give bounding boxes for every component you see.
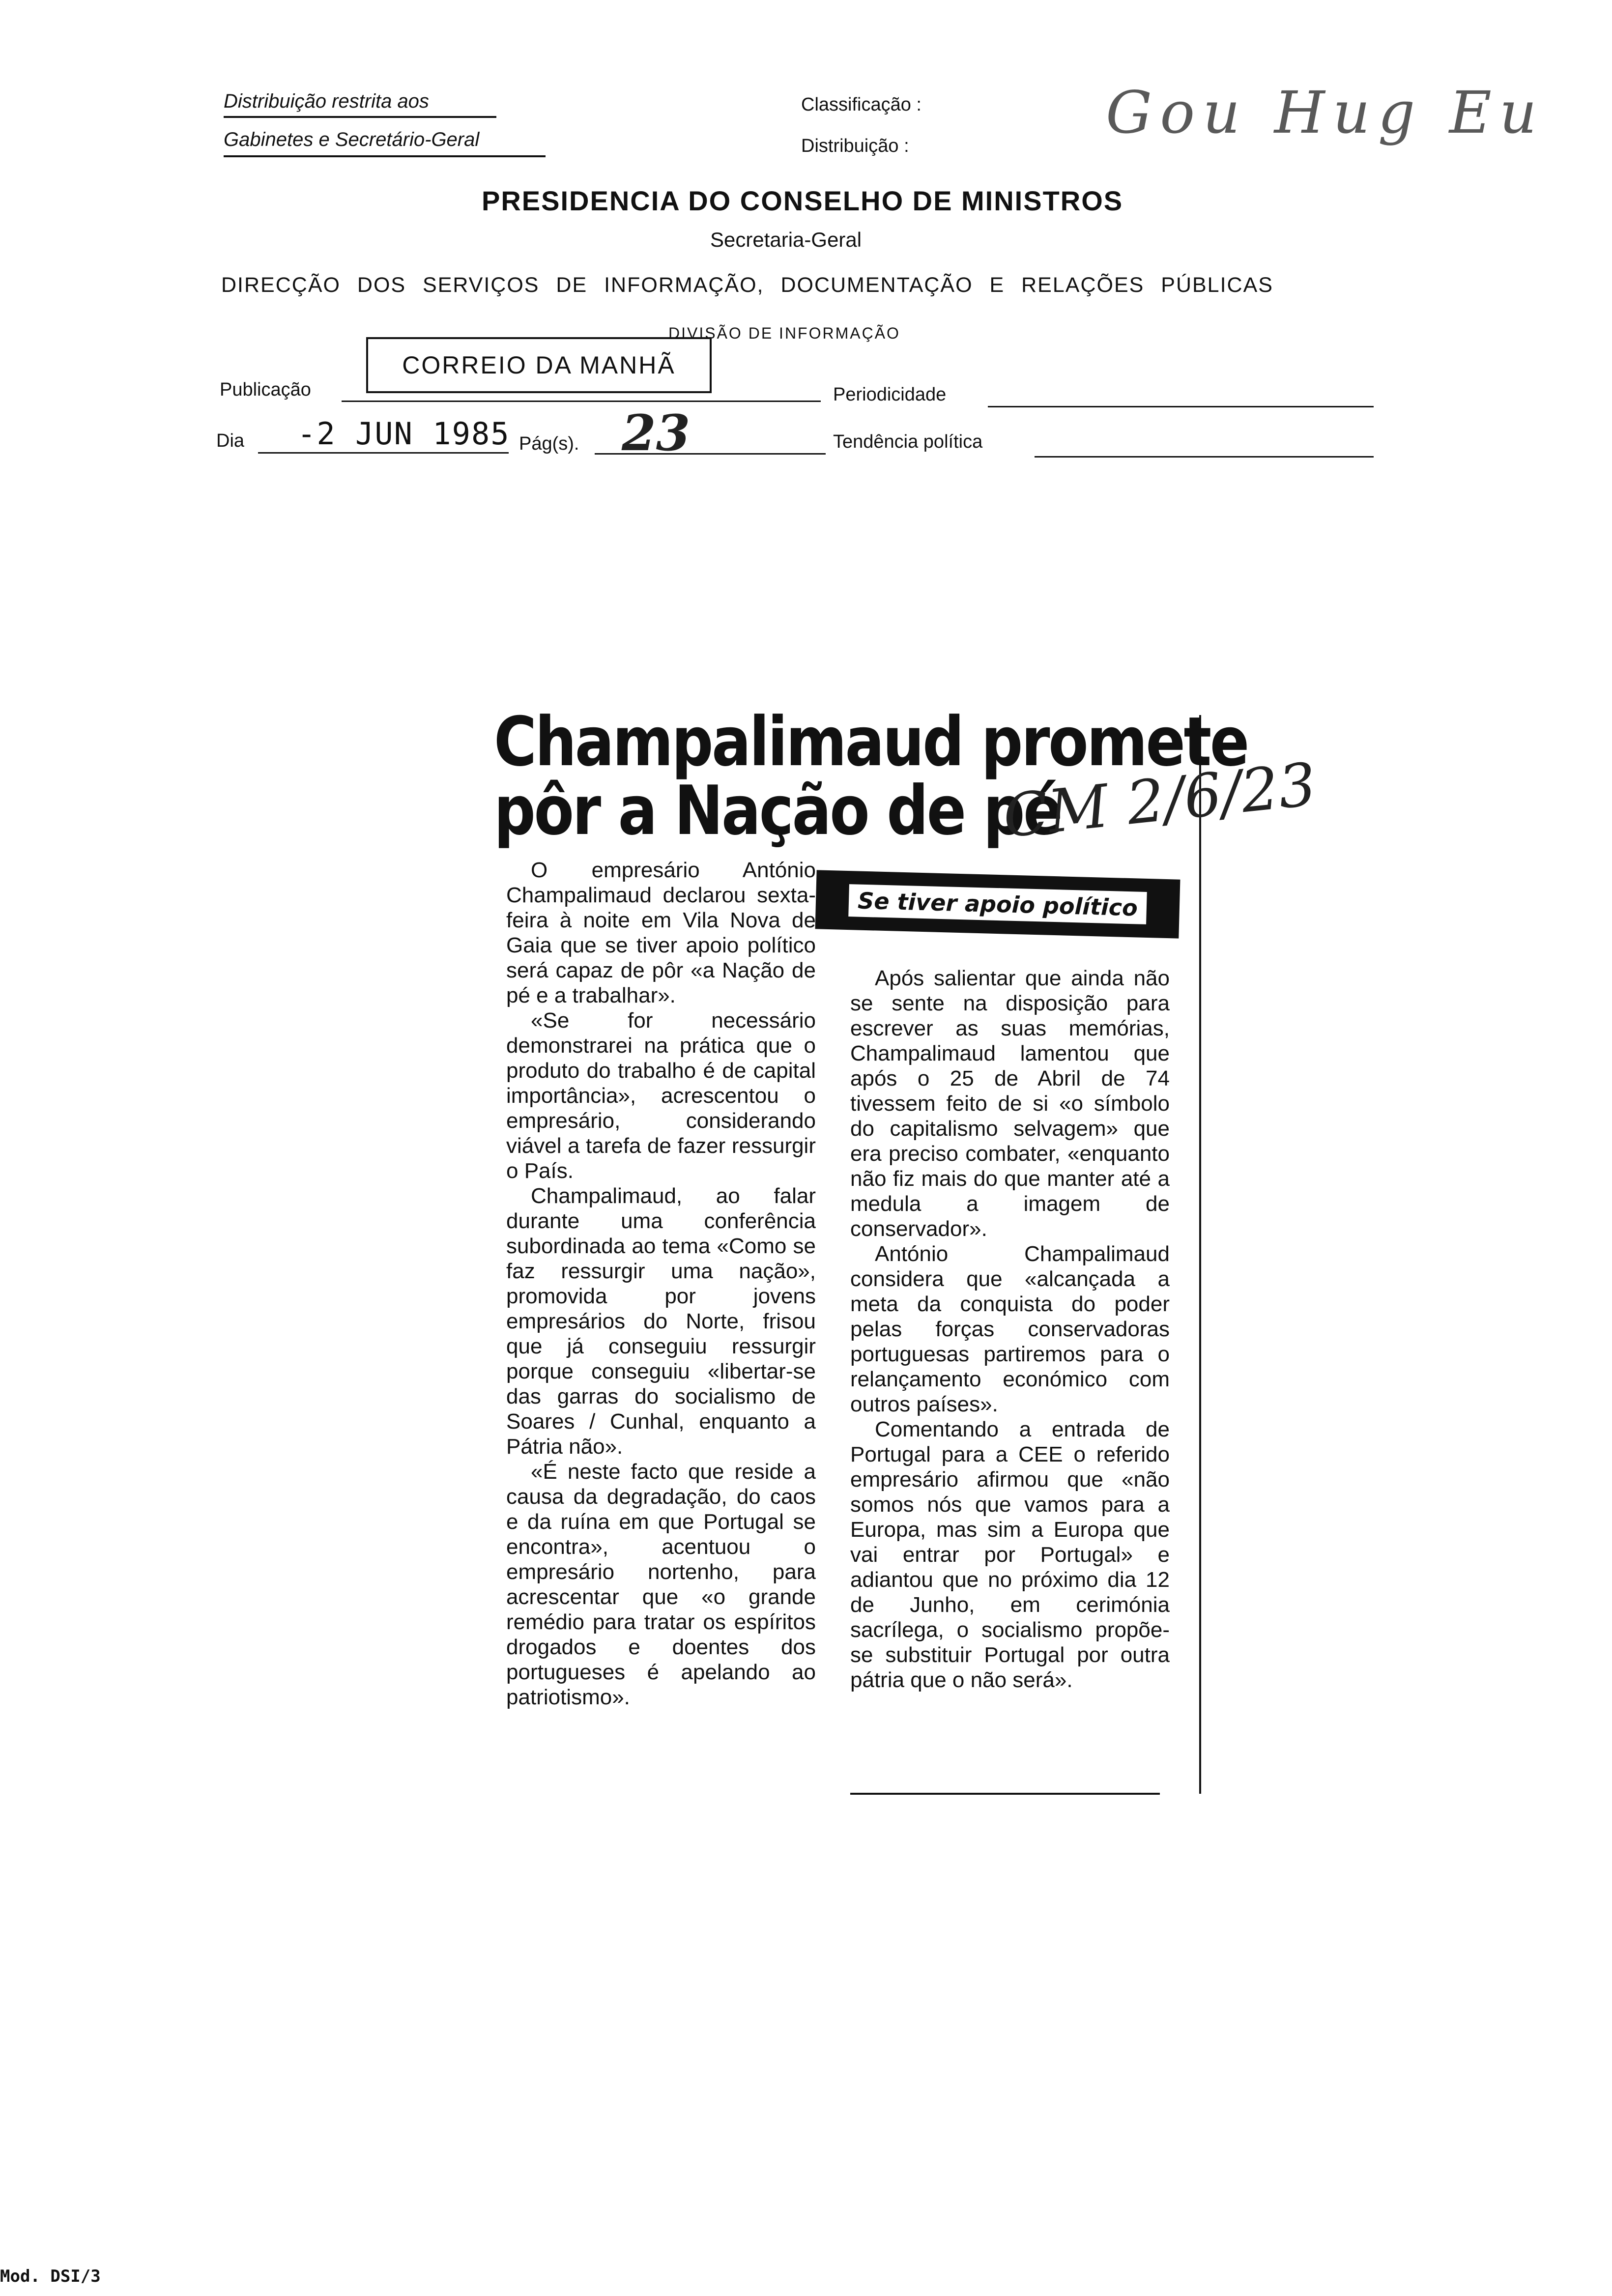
headline-line2: pôr a Nação de pé <box>494 771 1062 850</box>
periodicidade-label: Periodicidade <box>833 384 947 405</box>
publicacao-line <box>342 401 821 402</box>
periodicidade-line <box>988 406 1374 407</box>
paragraph: Após salientar que ainda não se sente na disposição para escrever as suas memórias, Champalimaud lamentou que após o 25 de Abril de 74 tivessem feito de si «o símbolo do capitalismo selvagem» que era preciso combater, «enquanto não fiz mais do que manter até a medula a imagem de conservador». <box>850 966 1170 1241</box>
dia-label: Dia <box>216 430 245 451</box>
restriction-underline-2 <box>224 155 546 157</box>
publicacao-label: Publicação <box>220 379 311 400</box>
tendencia-line <box>1035 456 1374 458</box>
clipping-bottom-rule <box>850 1793 1160 1795</box>
restriction-underline-1 <box>224 116 496 118</box>
dia-value: -2 JUN 1985 <box>297 416 510 452</box>
publicacao-value: CORREIO DA MANHÃ <box>402 351 676 379</box>
handwritten-annotation-top: Gou Hug Eu <box>1106 79 1545 146</box>
handwritten-clipping-note: CM 2/6/23 <box>1000 750 1320 852</box>
paragraph: Champalimaud, ao falar durante uma conferência subordinada ao tema «Como se faz ressurgir uma nação», promovida por jovens empresários do Norte, frisou que já conseguiu ressurgir porque conseguiu «libertar-se das garras do socialismo de Soares / Cunhal, enquanto a Pátria não». <box>506 1184 816 1459</box>
paragraph: Comentando a entrada de Portugal para a CEE o referido empresário afirmou que «não somos nós que vamos para a Europa, mas sim a Europa que vai entrar por Portugal» e adiantou que no próximo dia 12 de Junho, em cerimónia sacrílega, o socialismo propõe-se substituir Portugal por outra pátria que o não será». <box>850 1417 1170 1692</box>
article-column-2 <box>850 966 1170 1693</box>
publication-stamp <box>366 337 712 393</box>
institution-title: PRESIDENCIA DO CONSELHO DE MINISTROS <box>482 185 1123 216</box>
restriction-note-line1: Distribuição restrita aos <box>224 90 429 112</box>
restriction-note-line2: Gabinetes e Secretário-Geral <box>224 129 480 150</box>
sidebar-tag-box <box>815 870 1180 938</box>
paragraph: «É neste facto que reside a causa da degradação, do caos e da ruína em que Portugal se encontra», acentuou o empresário nortenho, para acrescentar que «o grande remédio para tratar os espíritos drogados e doentes dos portugueses é apelando ao patriotismo». <box>506 1460 816 1709</box>
paragraph: António Champalimaud considera que «alcançada a meta da conquista do poder pelas forças conservadoras portuguesas partiremos para o relançamento económico com outros países». <box>850 1242 1170 1416</box>
headline-line1: Champalimaud promete <box>494 702 1248 781</box>
pags-label: Pág(s). <box>519 433 579 454</box>
classificacao-label: Classificação : <box>801 94 921 115</box>
paragraph: «Se for necessário demonstrarei na prática que o produto do trabalho é de capital importância», acrescentou o empresário, considerando viável a tarefa de fazer ressurgir o País. <box>506 1008 816 1183</box>
distribuicao-label: Distribuição : <box>801 136 909 156</box>
directorate-line: DIRECÇÃO DOS SERVIÇOS DE INFORMAÇÃO, DOCUMENTAÇÃO E RELAÇÕES PÚBLICAS <box>221 273 1273 297</box>
dia-line <box>258 452 509 454</box>
form-code: Mod. DSI/3 <box>0 2267 101 2286</box>
sidebar-tag-text: Se tiver apoio político <box>848 884 1147 924</box>
paragraph: O empresário António Champalimaud declarou sexta-feira à noite em Vila Nova de Gaia que se tiver apoio político será capaz de pôr «a Nação de pé e a trabalhar». <box>506 858 816 1007</box>
secretariat-subtitle: Secretaria-Geral <box>710 228 862 251</box>
tendencia-label: Tendência política <box>833 431 983 452</box>
article-column-1 <box>506 858 816 1710</box>
clipping-right-rule <box>1199 715 1201 1794</box>
division-label: DIVISÃO DE INFORMAÇÃO <box>668 324 900 342</box>
pags-value: 23 <box>622 404 691 462</box>
